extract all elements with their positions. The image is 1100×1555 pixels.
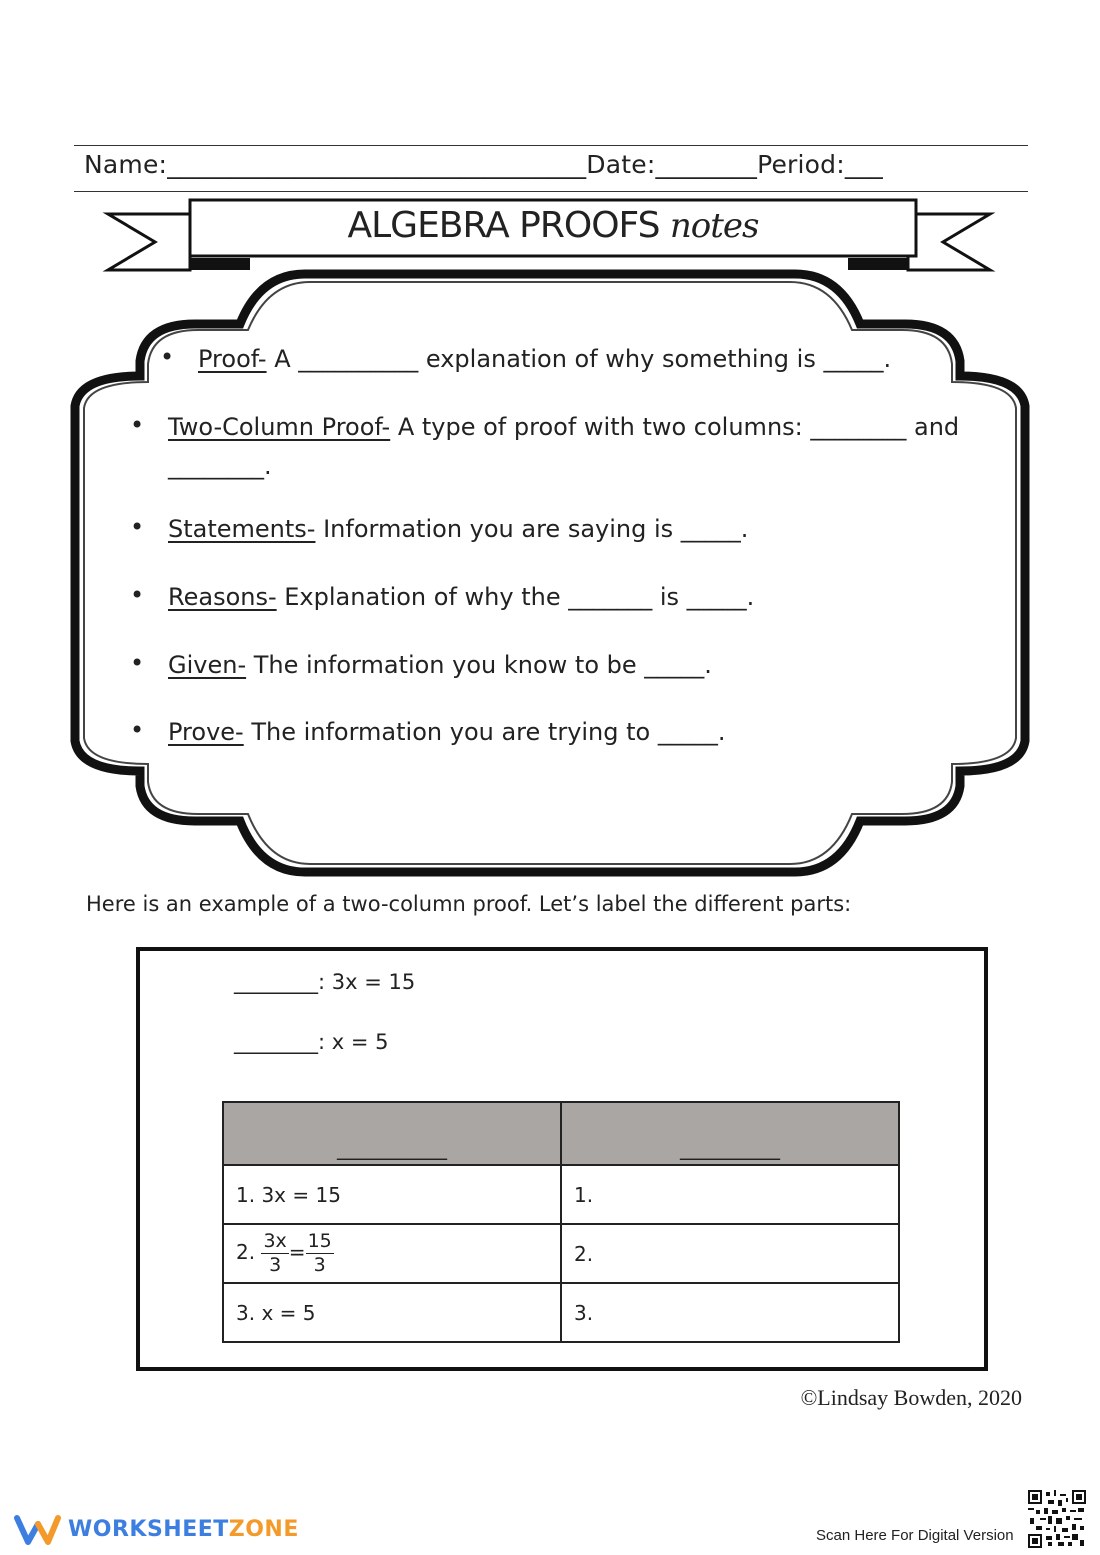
denominator: 3	[313, 1254, 326, 1276]
worksheetzone-logo-text[interactable]	[68, 1517, 299, 1542]
term-proof: Proof-	[198, 345, 267, 373]
definition-text: Explanation of why the _______ is _____.	[276, 583, 755, 611]
fraction	[261, 1232, 288, 1275]
table-row	[223, 1224, 899, 1283]
term-reasons: Reasons-	[168, 583, 277, 611]
statement-cell	[223, 1224, 561, 1283]
example-given-line: ________: 3x = 15	[234, 970, 416, 994]
logo-text-worksheet: WORKSHEET	[68, 1517, 229, 1542]
bullet-icon: •	[130, 716, 145, 744]
header-bottom-rule	[74, 191, 1028, 192]
definition-text: A type of proof with two columns: ________ and	[390, 413, 960, 441]
title-main: ALGEBRA PROOFS	[347, 205, 660, 246]
name-blank[interactable]: _________________________________	[167, 150, 587, 179]
definition-text: A __________ explanation of why something is _____.	[266, 345, 892, 373]
term-prove: Prove-	[168, 718, 244, 746]
reasons-header-blank[interactable]: __________	[561, 1102, 899, 1165]
term-two-column-proof: Two-Column Proof-	[168, 413, 391, 441]
statements-header-blank[interactable]: ___________	[223, 1102, 561, 1165]
example-intro: Here is an example of a two-column proof. Let’s label the different parts:	[86, 892, 852, 916]
statement-cell: 3. x = 5	[223, 1283, 561, 1342]
term-given: Given-	[168, 651, 247, 679]
table-row	[223, 1165, 899, 1224]
reason-cell[interactable]: 2.	[561, 1224, 899, 1283]
logo-text-zone: ZONE	[228, 1517, 299, 1542]
bullet-icon: •	[130, 513, 145, 541]
fraction	[306, 1232, 334, 1275]
definition-proof	[160, 343, 892, 373]
statement-cell: 1. 3x = 15	[223, 1165, 561, 1224]
copyright-notice: ©Lindsay Bowden, 2020	[800, 1385, 1022, 1410]
definition-two-column-proof	[130, 411, 960, 441]
definition-text: The information you are trying to _____.	[243, 718, 726, 746]
definition-prove	[130, 716, 726, 746]
date-blank[interactable]: ________	[655, 150, 758, 179]
bullet-icon: •	[130, 411, 145, 439]
definition-statements	[130, 513, 749, 543]
definition-text: ________.	[168, 452, 272, 480]
worksheetzone-logo-icon	[14, 1512, 62, 1546]
name-label: Name:	[84, 150, 168, 179]
period-blank[interactable]: ___	[844, 150, 883, 179]
scan-caption: Scan Here For Digital Version	[816, 1527, 1014, 1544]
definition-text: Information you are saying is _____.	[315, 515, 749, 543]
definition-two-column-proof-cont	[168, 452, 272, 480]
bullet-icon: •	[130, 649, 145, 677]
term-statements: Statements-	[168, 515, 316, 543]
definition-reasons	[130, 581, 755, 611]
date-label: Date:	[586, 150, 656, 179]
title-script: notes	[669, 206, 759, 246]
step-number: 2.	[236, 1240, 256, 1264]
example-prove-line: ________: x = 5	[234, 1030, 389, 1054]
bullet-icon: •	[130, 581, 145, 609]
reason-cell[interactable]: 3.	[561, 1283, 899, 1342]
definition-given	[130, 649, 712, 679]
numerator: 3x	[263, 1230, 287, 1252]
reason-cell[interactable]: 1.	[561, 1165, 899, 1224]
page-title	[190, 205, 916, 246]
denominator: 3	[269, 1254, 282, 1276]
period-label: Period:	[757, 150, 845, 179]
definition-text: The information you know to be _____.	[246, 651, 712, 679]
equals-sign: =	[288, 1240, 306, 1264]
two-column-proof-table	[222, 1101, 900, 1343]
table-row	[223, 1283, 899, 1342]
header-top-rule	[74, 145, 1028, 146]
table-header-row	[223, 1102, 899, 1165]
bullet-icon: •	[160, 343, 175, 371]
qr-code-icon[interactable]	[1028, 1490, 1086, 1548]
numerator: 15	[307, 1230, 332, 1252]
name-date-period-row	[84, 150, 1024, 179]
